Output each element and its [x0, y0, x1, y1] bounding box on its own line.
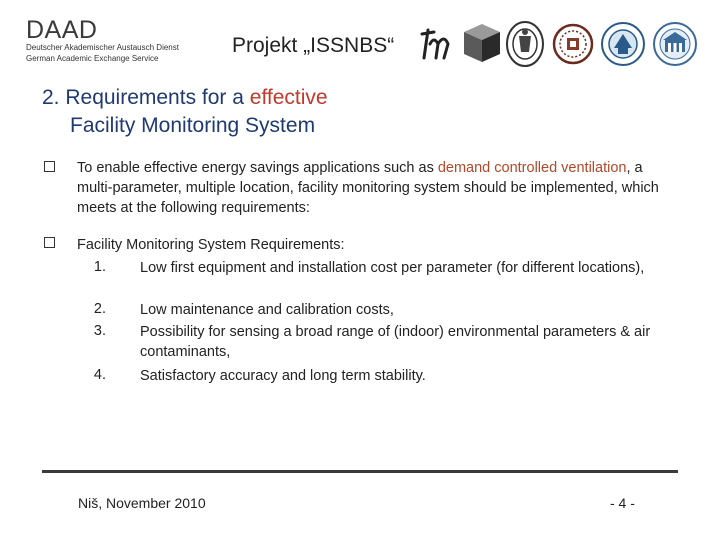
slide-title-accent: effective	[249, 86, 328, 109]
page-number: - 4 -	[610, 495, 635, 511]
building-crest-logo	[652, 20, 698, 68]
footer-divider	[42, 470, 678, 473]
bullet1-text-after: , a multi-parameter, multiple location, facility monitoring system should be implemented, which meets at the following requirements:	[77, 160, 659, 216]
university-crest-logo	[552, 20, 594, 68]
slide-header	[0, 0, 720, 80]
cube-logo	[462, 22, 502, 64]
footer-location-date: Niš, November 2010	[78, 495, 206, 511]
daad-logo-text: DAAD	[26, 16, 98, 44]
checkbox-bullet-icon	[44, 161, 55, 172]
requirement-number: 2.	[93, 301, 106, 317]
faculty-logo	[600, 20, 646, 68]
daad-subtitle-de: Deutscher Akademischer Austausch Dienst	[26, 43, 179, 52]
daad-subtitle-en: German Academic Exchange Service	[26, 54, 159, 63]
slide-title	[42, 84, 328, 140]
checkbox-bullet-icon	[44, 237, 55, 248]
bullet1-text-before: To enable effective energy savings applications such as	[77, 160, 438, 176]
bullet1-accent: demand controlled ventilation	[437, 160, 627, 176]
requirement-number: 3.	[93, 323, 106, 339]
slide-title-prefix: 2. Requirements for a	[42, 86, 250, 109]
bullet-paragraph-1	[77, 158, 677, 218]
tn-logo	[416, 24, 460, 64]
requirement-text: Low maintenance and calibration costs,	[140, 302, 394, 318]
requirements-heading: Facility Monitoring System Requirements:	[77, 237, 345, 253]
requirement-text: Low first equipment and installation cost per parameter (for different locations),	[140, 260, 645, 276]
slide-title-line1	[42, 84, 328, 112]
requirement-text: Satisfactory accuracy and long term stability.	[140, 368, 426, 384]
slide-title-line2: Facility Monitoring System	[70, 114, 316, 137]
requirement-text: Possibility for sensing a broad range of (indoor) environmental parameters & air contaminants,	[140, 324, 651, 360]
requirement-number: 1.	[93, 259, 106, 275]
project-title: Projekt „ISSNBS“	[232, 34, 395, 57]
requirement-number: 4.	[93, 367, 106, 383]
university-seal-logo	[505, 20, 545, 68]
